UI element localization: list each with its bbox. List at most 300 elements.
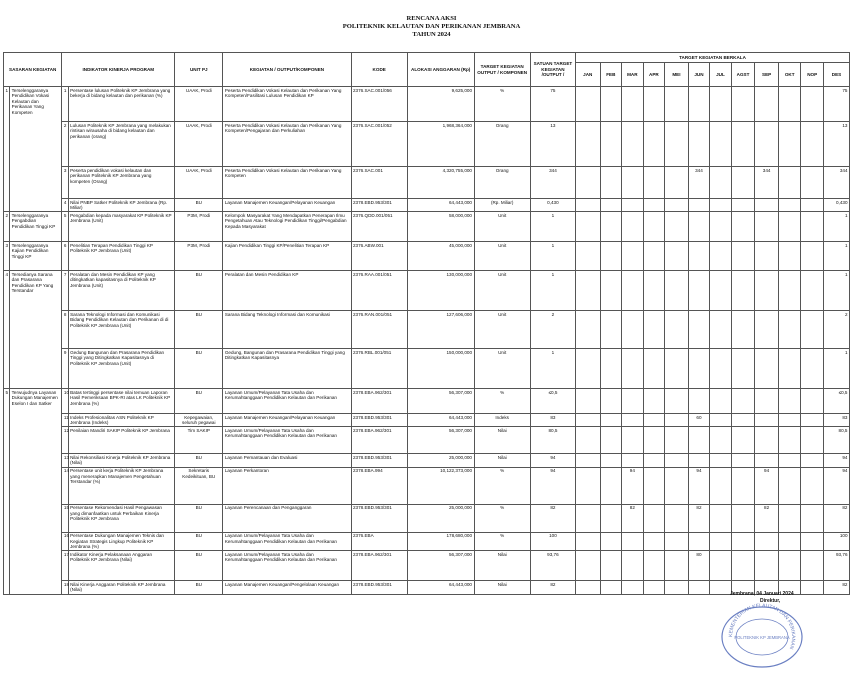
month-target: 94 <box>823 467 849 504</box>
month-target <box>643 212 665 242</box>
month-target <box>731 467 755 504</box>
col-unit: UNIT PJ <box>175 53 223 87</box>
alokasi: 56,307,000 <box>407 551 474 581</box>
month-target <box>665 389 689 414</box>
month-target: 1 <box>823 242 849 271</box>
indikator-number: 6 <box>62 242 68 271</box>
sasaran-text: Tersedianya Sarana dan Prasarana Pendidikan KP Yang Terstandar <box>10 271 62 389</box>
month-header: MAR <box>622 63 644 87</box>
kegiatan-text: Peserta Pendidikan Vokasi Kelautan dan Perikanan Yang Kompeten/Pengajaran dan Perkuliahan <box>223 122 351 167</box>
target-unit: % <box>474 504 530 532</box>
kegiatan-text: Peserta Pendidikan Vokasi Kelautan dan Perikanan Yang Kompeten/Fasilitasi Lulusan Pendidikan KP <box>223 87 351 122</box>
alokasi: 64,443,000 <box>407 199 474 212</box>
month-target <box>665 199 689 212</box>
indikator-number: 8 <box>62 311 68 349</box>
month-target <box>688 581 710 594</box>
month-target <box>778 167 801 199</box>
month-target <box>575 212 600 242</box>
satuan-target: 0,430 <box>530 199 575 212</box>
month-target <box>575 504 600 532</box>
indikator-number: 4 <box>62 199 68 212</box>
indikator-number: 7 <box>62 271 68 311</box>
target-unit: Nilai <box>474 427 530 454</box>
month-target <box>665 454 689 467</box>
month-target <box>600 199 622 212</box>
month-target <box>600 122 622 167</box>
month-target <box>688 427 710 454</box>
indikator-number: 5 <box>62 212 68 242</box>
col-kode: KODE <box>351 53 407 87</box>
month-target: 1 <box>823 271 849 311</box>
col-kegiatan: KEGIATAN / OUTPUT/KOMPONEN <box>223 53 351 87</box>
kode: 2378.EBA.962/301 <box>351 551 407 581</box>
month-target <box>710 581 732 594</box>
alokasi: 64,443,000 <box>407 414 474 427</box>
month-target <box>643 271 665 311</box>
table-row <box>4 532 850 551</box>
unit-pj: BU <box>175 349 223 389</box>
month-target <box>801 212 824 242</box>
month-target <box>688 271 710 311</box>
unit-pj: UAAK, Prodi <box>175 167 223 199</box>
kode: 2376.EBA <box>351 532 407 551</box>
indikator-text: Peralatan dan Mesin Pendidikan KP yang ditingkatkan kapasitasnya di Politeknik KP Jembrana (Unit) <box>68 271 175 311</box>
satuan-target: 1 <box>530 242 575 271</box>
month-target <box>643 122 665 167</box>
month-target <box>600 581 622 594</box>
month-target <box>801 551 824 581</box>
unit-pj: BU <box>175 199 223 212</box>
month-target <box>778 212 801 242</box>
month-target <box>755 551 779 581</box>
month-target <box>575 167 600 199</box>
month-target <box>600 532 622 551</box>
month-target <box>731 414 755 427</box>
unit-pj: BU <box>175 389 223 414</box>
month-target <box>665 167 689 199</box>
month-target <box>575 454 600 467</box>
table-row <box>4 504 850 532</box>
month-target: 80,5 <box>823 427 849 454</box>
month-target <box>643 581 665 594</box>
month-target <box>643 427 665 454</box>
month-target <box>575 87 600 122</box>
kode: 2376.RBL.001/051 <box>351 349 407 389</box>
month-target <box>575 467 600 504</box>
kode: 2378.EBA.994 <box>351 467 407 504</box>
month-target <box>731 551 755 581</box>
month-target <box>665 122 689 167</box>
kegiatan-text: Layanan Umum/Pelayanan Tata Usaha dan Kerumahtanggaan Pendidikan Kelautan dan Perikanan <box>223 389 351 414</box>
month-target <box>710 414 732 427</box>
unit-pj: BU <box>175 551 223 581</box>
indikator-text: Gedung Bangunan dan Prasarana Pendidikan Tinggi yang Ditingkatkan Kapasitasnya di Politeknik KP Jembrana (Unit) <box>68 349 175 389</box>
target-unit: % <box>474 467 530 504</box>
month-target <box>622 349 644 389</box>
alokasi: 178,680,000 <box>407 532 474 551</box>
month-target <box>643 389 665 414</box>
plan-body <box>4 87 850 595</box>
target-unit: % <box>474 389 530 414</box>
month-target <box>778 414 801 427</box>
month-target <box>575 311 600 349</box>
table-row <box>4 242 850 271</box>
month-target <box>731 389 755 414</box>
alokasi: 56,307,000 <box>407 427 474 454</box>
month-target: 94 <box>622 467 644 504</box>
month-target <box>643 87 665 122</box>
month-header: OKT <box>778 63 801 87</box>
table-row <box>4 467 850 504</box>
table-row <box>4 551 850 581</box>
satuan-target: 1 <box>530 349 575 389</box>
official-stamp <box>712 602 812 677</box>
month-target <box>801 454 824 467</box>
month-target <box>731 504 755 532</box>
satuan-target: 1 <box>530 212 575 242</box>
footer-place-date: Jembrana, 04 Januari 2024 <box>730 591 794 597</box>
month-target <box>710 242 732 271</box>
month-target <box>801 271 824 311</box>
month-target <box>801 349 824 389</box>
month-header: JUN <box>688 63 710 87</box>
kode: 2378.EBD.953/301 <box>351 414 407 427</box>
month-target <box>755 199 779 212</box>
satuan-target: 93,76 <box>530 551 575 581</box>
target-unit: Nilai <box>474 551 530 581</box>
month-target <box>778 551 801 581</box>
satuan-target: 94 <box>530 467 575 504</box>
unit-pj: BU <box>175 532 223 551</box>
month-target <box>731 167 755 199</box>
unit-pj: BU <box>175 311 223 349</box>
satuan-target: 83 <box>530 414 575 427</box>
table-row <box>4 427 850 454</box>
month-target <box>643 454 665 467</box>
month-target <box>665 414 689 427</box>
month-target <box>731 454 755 467</box>
month-target: 60 <box>688 414 710 427</box>
month-target <box>755 212 779 242</box>
table-row <box>4 271 850 311</box>
kegiatan-text: Kelompok Masyarakat Yang Mendapatkan Penerapan Ilmu Pengetahuan Atau Teknologi Pendidikan Tinggi/Pengabdian Kepada Masyarakat <box>223 212 351 242</box>
kode: 2376.SAC.001/056 <box>351 87 407 122</box>
kode: 2376.SAC.001 <box>351 167 407 199</box>
sasaran-number: 5 <box>4 389 10 594</box>
month-target <box>731 87 755 122</box>
satuan-target: 80,5 <box>530 427 575 454</box>
satuan-target: 13 <box>530 122 575 167</box>
month-target: 100 <box>823 532 849 551</box>
month-target: 13 <box>823 122 849 167</box>
month-target <box>575 532 600 551</box>
table-row <box>4 414 850 427</box>
alokasi: 25,000,000 <box>407 454 474 467</box>
month-target: 94 <box>755 467 779 504</box>
kegiatan-text: Layanan Pemantauan dan Evaluasi <box>223 454 351 467</box>
month-target: 93,76 <box>823 551 849 581</box>
month-target: 82 <box>688 504 710 532</box>
month-target <box>600 389 622 414</box>
sasaran-number: 1 <box>4 87 10 212</box>
month-target <box>665 311 689 349</box>
table-row <box>4 122 850 167</box>
target-unit: Orang <box>474 122 530 167</box>
alokasi: 56,307,000 <box>407 389 474 414</box>
month-target <box>801 311 824 349</box>
month-target <box>600 311 622 349</box>
alokasi: 25,000,000 <box>407 504 474 532</box>
unit-pj: BU <box>175 581 223 594</box>
month-target <box>755 311 779 349</box>
month-target <box>801 581 824 594</box>
indikator-text: Nilai Kinerja Anggaran Politeknik KP Jembrana (Nilai) <box>68 581 175 594</box>
indikator-text: Indikator Kinerja Pelaksanaan Anggaran Politeknik KP Jembrana (Nilai) <box>68 551 175 581</box>
month-target <box>600 551 622 581</box>
month-target <box>600 467 622 504</box>
month-target <box>755 242 779 271</box>
satuan-target: 82 <box>530 504 575 532</box>
month-target <box>600 167 622 199</box>
satuan-target: 82 <box>530 581 575 594</box>
unit-pj: P3M, Prodi <box>175 212 223 242</box>
month-target <box>801 467 824 504</box>
month-target <box>665 212 689 242</box>
kegiatan-text: Peralatan dan Mesin Pendidikan KP <box>223 271 351 311</box>
month-target <box>622 454 644 467</box>
col-alokasi: ALOKASI ANGGARAN (Rp) <box>407 53 474 87</box>
month-target <box>778 87 801 122</box>
alokasi: 45,000,000 <box>407 242 474 271</box>
satuan-target: 75 <box>530 87 575 122</box>
indikator-number: 13 <box>62 454 68 467</box>
month-target <box>622 212 644 242</box>
month-target <box>755 427 779 454</box>
month-target <box>622 199 644 212</box>
table-row <box>4 212 850 242</box>
month-target <box>688 311 710 349</box>
month-target: 344 <box>688 167 710 199</box>
kode: 2378.EBD.953/301 <box>351 454 407 467</box>
month-target <box>688 532 710 551</box>
month-target <box>778 122 801 167</box>
month-target <box>575 242 600 271</box>
month-target <box>665 504 689 532</box>
month-target: 82 <box>823 504 849 532</box>
satuan-target: 344 <box>530 167 575 199</box>
month-target <box>575 581 600 594</box>
doc-title-line3: TAHUN 2024 <box>412 31 451 38</box>
month-target <box>688 122 710 167</box>
month-target <box>710 122 732 167</box>
sasaran-text: Terselenggaranya Pendidikan Vokasi Kelautan dan Perikanan Yang Kompeten <box>10 87 62 212</box>
satuan-target: ≤0,5 <box>530 389 575 414</box>
month-target <box>755 454 779 467</box>
kegiatan-text: Layanan Umum/Pelayanan Tata Usaha dan Kerumahtanggaan Pendidikan Kelautan dan Perikanan <box>223 532 351 551</box>
month-target: 94 <box>688 467 710 504</box>
indikator-number: 15 <box>62 504 68 532</box>
unit-pj: BU <box>175 504 223 532</box>
month-target <box>688 242 710 271</box>
month-target <box>600 87 622 122</box>
month-target <box>710 349 732 389</box>
month-target <box>801 87 824 122</box>
month-target: 2 <box>823 311 849 349</box>
col-berkala: TARGET KEGIATAN BERKALA <box>575 53 849 63</box>
target-unit: Unit <box>474 311 530 349</box>
month-target: 1 <box>823 212 849 242</box>
header-row-top <box>4 53 850 63</box>
month-target <box>801 389 824 414</box>
satuan-target: 2 <box>530 311 575 349</box>
indikator-text: Penelitian Terapan Pendidikan Tinggi KP Politeknik KP Jembrana (Unit) <box>68 242 175 271</box>
month-target <box>643 242 665 271</box>
month-target: 80 <box>688 551 710 581</box>
indikator-number: 1 <box>62 87 68 122</box>
month-target <box>575 122 600 167</box>
kode: 2376.ABW.001 <box>351 242 407 271</box>
table-row <box>4 87 850 122</box>
month-target <box>778 467 801 504</box>
month-target <box>575 389 600 414</box>
month-target <box>575 349 600 389</box>
month-target <box>622 87 644 122</box>
month-target <box>622 532 644 551</box>
indikator-text: Nilai PNBP Satker Politeknik KP Jembrana (Rp. Miliar) <box>68 199 175 212</box>
month-target <box>710 532 732 551</box>
footer-role: Direktur, <box>760 598 781 604</box>
col-indikator: INDIKATOR KINERJA PROGRAM <box>62 53 175 87</box>
month-target <box>600 212 622 242</box>
month-target <box>622 414 644 427</box>
month-target <box>801 242 824 271</box>
kode: 2378.EBD.953/301 <box>351 199 407 212</box>
sasaran-text: Terselenggaranya Pengabdian Pendidikan Tinggi KP <box>10 212 62 242</box>
alokasi: 1,968,364,000 <box>407 122 474 167</box>
month-target <box>622 167 644 199</box>
month-target: 83 <box>823 414 849 427</box>
indikator-number: 3 <box>62 167 68 199</box>
unit-pj: BU <box>175 271 223 311</box>
target-unit: Orang <box>474 167 530 199</box>
month-target <box>801 199 824 212</box>
month-target: 94 <box>823 454 849 467</box>
month-target: 82 <box>823 581 849 594</box>
kegiatan-text: Layanan Manajemen Keuangan/Pengelolaan Keuangan <box>223 581 351 594</box>
indikator-text: Persentase lulusan Politeknik KP Jembrana yang bekerja di bidang kelautan dan perikanan (%) <box>68 87 175 122</box>
month-target <box>710 551 732 581</box>
month-target <box>575 551 600 581</box>
month-target <box>622 271 644 311</box>
month-target <box>778 532 801 551</box>
month-target <box>688 389 710 414</box>
month-target <box>643 551 665 581</box>
month-target <box>622 242 644 271</box>
month-target <box>575 427 600 454</box>
alokasi: 4,320,755,000 <box>407 167 474 199</box>
month-target <box>731 427 755 454</box>
month-target <box>665 467 689 504</box>
month-target: 344 <box>755 167 779 199</box>
month-header: FEB <box>600 63 622 87</box>
month-target <box>710 167 732 199</box>
alokasi: 150,000,000 <box>407 349 474 389</box>
month-target <box>731 532 755 551</box>
alokasi: 9,625,000 <box>407 87 474 122</box>
table-row <box>4 389 850 414</box>
month-target <box>622 551 644 581</box>
alokasi: 58,000,000 <box>407 212 474 242</box>
month-target: 75 <box>823 87 849 122</box>
indikator-text: Nilai Rekonsiliasi Kinerja Politeknik KP Jembrana (Nilai) <box>68 454 175 467</box>
month-target <box>801 504 824 532</box>
doc-title-line1: RENCANA AKSI <box>406 15 457 22</box>
month-target <box>731 212 755 242</box>
month-target <box>710 389 732 414</box>
month-target <box>643 414 665 427</box>
sasaran-text: Terselenggaranya Kajian Pendidikan Tinggi KP <box>10 242 62 271</box>
kegiatan-text: Peserta Pendidikan Vokasi Kelautan dan Perikanan Yang Kompeten <box>223 167 351 199</box>
indikator-number: 10 <box>62 389 68 414</box>
svg-text:KEMENTERIAN KELAUTAN DAN PERIK: KEMENTERIAN KELAUTAN DAN PERIKANAN <box>727 602 797 650</box>
target-unit: Nilai <box>474 454 530 467</box>
month-target <box>643 504 665 532</box>
target-unit: Unit <box>474 242 530 271</box>
month-target <box>778 427 801 454</box>
month-target <box>755 414 779 427</box>
month-target <box>755 349 779 389</box>
month-target <box>643 167 665 199</box>
month-target: 1 <box>823 349 849 389</box>
month-target <box>731 122 755 167</box>
month-target <box>643 349 665 389</box>
unit-pj: Kepegawaian, seluruh pegawai <box>175 414 223 427</box>
month-target <box>643 311 665 349</box>
month-target <box>801 167 824 199</box>
kegiatan-text: Layanan Perencanaan dan Penganggaran <box>223 504 351 532</box>
indikator-number: 12 <box>62 427 68 454</box>
month-target <box>688 454 710 467</box>
month-target <box>755 271 779 311</box>
kode: 2378.EBA.962/301 <box>351 389 407 414</box>
month-target <box>755 389 779 414</box>
kode: 2376.SAC.001/052 <box>351 122 407 167</box>
month-target <box>688 199 710 212</box>
month-target: ≤0,5 <box>823 389 849 414</box>
doc-title-line2: POLITEKNIK KELAUTAN DAN PERIKANAN JEMBRANA <box>342 23 521 30</box>
kegiatan-text: Layanan Umum/Pelayanan Tata Usaha dan Kerumahtanggaan Pendidikan Kelautan dan Perikanan <box>223 551 351 581</box>
col-sasaran: SASARAN KEGIATAN <box>4 53 62 87</box>
target-unit: Nilai <box>474 581 530 594</box>
target-unit: Unit <box>474 271 530 311</box>
kode: 2376.RAN.001/051 <box>351 311 407 349</box>
month-target <box>600 271 622 311</box>
indikator-number: 16 <box>62 532 68 551</box>
month-target <box>665 551 689 581</box>
kegiatan-text: Sarana Bidang Teknologi Informasi dan Komunikasi <box>223 311 351 349</box>
month-header: SEP <box>755 63 779 87</box>
col-satuan: SATUAN TARGET KEGIATAN /OUTPUT / <box>530 53 575 87</box>
indikator-text: Peserta pendidikan vokasi kelautan dan perikanan Politeknik KP Jembrana yang kompeten (Orang) <box>68 167 175 199</box>
month-target <box>600 414 622 427</box>
month-target: 344 <box>823 167 849 199</box>
month-target <box>710 427 732 454</box>
alokasi: 127,606,000 <box>407 311 474 349</box>
indikator-number: 17 <box>62 551 68 581</box>
alokasi: 10,122,373,000 <box>407 467 474 504</box>
month-target <box>755 122 779 167</box>
month-target <box>665 427 689 454</box>
